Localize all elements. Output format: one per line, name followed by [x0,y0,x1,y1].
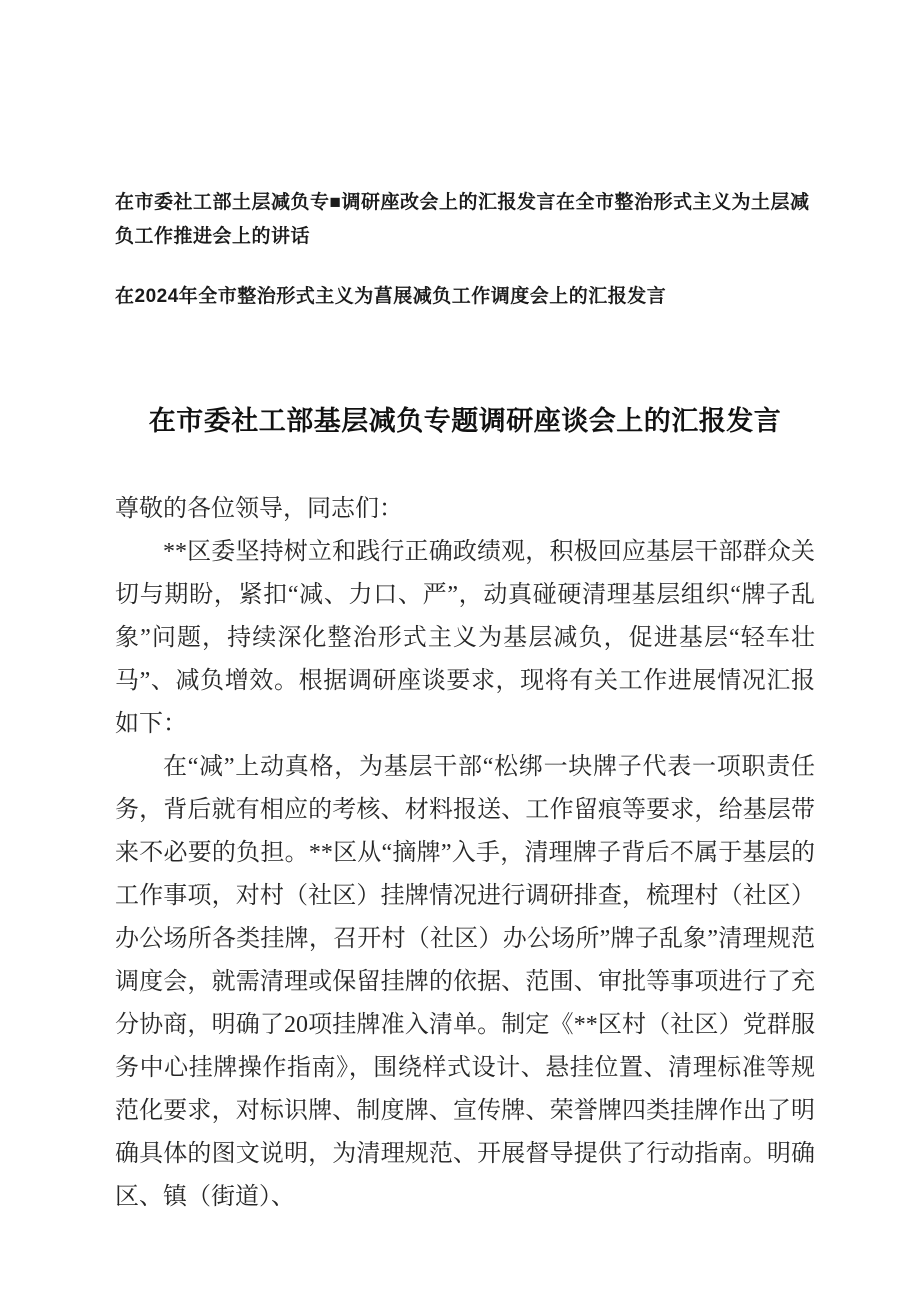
body-block [115,488,815,1219]
body-paragraph-1: **区委坚持树立和践行正确政绩观，积极回应基层干部群众关切与期盼，紧扣“减、力口、严”，动真碰硬清理基层组织“牌子乱象”问题，持续深化整治形式主义为基层减负，促进基层“轻车壮马”、减负增效。根据调研座谈要求，现将有关工作进展情况汇报如下： [115,539,815,737]
header-block [115,186,815,314]
salutation-line: 尊敬的各位领导，同志们： [115,496,403,522]
body-paragraph-2: 在“减”上动真格，为基层干部“松绑一块牌子代表一项职责任务，背后就有相应的考核、材料报送、工作留痕等要求，给基层带来不必要的负担。**区从“摘牌”入手，清理牌子背后不属于基层的工作事项，对村（社区）挂牌情况进行调研排查，梳理村（社区）办公场所各类挂牌，召开村（社区）办公场所”牌子乱象”清理规范调度会，就需清理或保留挂牌的依据、范围、审批等事项进行了充分协商，明确了20项挂牌准入清单。制定《**区村（社区）党群服务中心挂牌操作指南》，围绕样式设计、悬挂位置、清理标准等规范化要求，对标识牌、制度牌、宣传牌、荣誉牌四类挂牌作出了明确具体的图文说明，为清理规范、开展督导提供了行动指南。明确区、镇（街道）、 [115,754,815,1210]
header-paragraph-2: 在2024年全市整治形式主义为菖展减负工作调度会上的汇报发言 [115,286,667,307]
header-paragraph-1: 在市委社工部土层减负专■调研座改会上的汇报发言在全市整治形式主义为土层减负工作推进会上的讲话 [115,192,810,247]
document-title: 在市委社工部基层减负专题调研座谈会上的汇报发言 [148,406,782,436]
page-content [115,186,815,1219]
